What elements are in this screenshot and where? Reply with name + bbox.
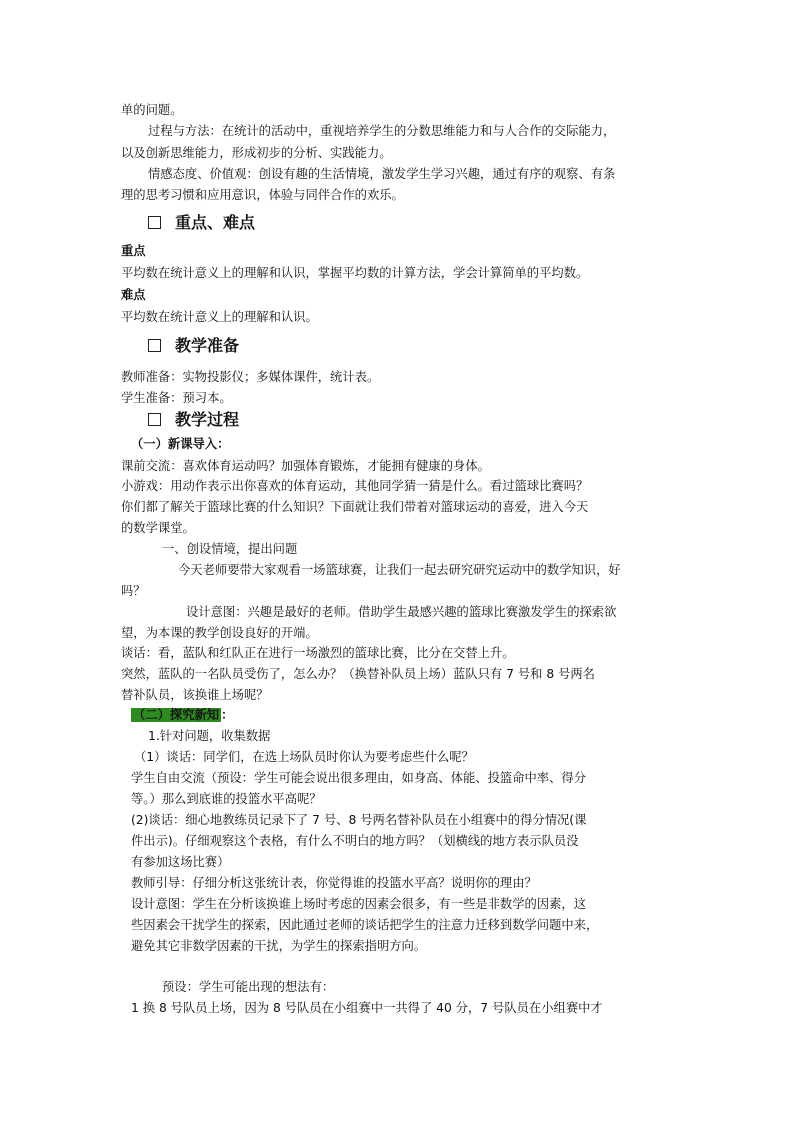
text-line: 情感态度、价值观：创设有趣的生活情境，激发学生学习兴趣，通过有序的观察、有条 — [148, 167, 616, 181]
text-line: 些因素会干扰学生的探索，因此通过老师的谈话把学生的注意力迁移到数学问题中来， — [131, 918, 599, 932]
text-line: 理的思考习惯和应用意识，体验与同伴合作的欢乐。 — [121, 188, 404, 202]
text-line: 预设：学生可能出现的想法有： — [162, 980, 335, 994]
section-heading: 教学准备 — [148, 335, 239, 357]
subheading: （二）探究新知 ： — [133, 708, 234, 722]
text-line: 1 换 8 号队员上场，因为 8 号队员在小组赛中一共得了 40 分，7 号队员在小组赛中才 — [131, 1001, 603, 1015]
section-heading: 重点、难点 — [148, 212, 255, 234]
text-line: 设计意图：学生在分析该换谁上场时考虑的因素会很多，有一些是非数学的因素，这 — [131, 897, 586, 911]
checkbox-square-icon — [148, 413, 161, 426]
section-heading: 教学过程 — [148, 409, 239, 431]
text-line: 一、创设情境，提出问题 — [162, 542, 298, 556]
text-line: 学生准备：预习本。 — [121, 391, 232, 405]
text-line: 以及创新思维能力，形成初步的分析、实践能力。 — [121, 146, 392, 160]
text-line: 平均数在统计意义上的理解和认识。 — [121, 310, 318, 324]
text-line: (2)谈话：细心地教练员记录下了 7 号、8 号两名替补队员在小组赛中的得分情况(课 — [131, 813, 587, 827]
subheading: 难点 — [121, 288, 146, 302]
text-line: 望，为本课的教学创设良好的开端。 — [121, 626, 318, 640]
checkbox-square-icon — [148, 339, 161, 352]
text-line: （1）谈话：同学们，在选上场队员时你认为要考虑些什么呢？ — [134, 750, 474, 764]
text-line: 的数学课堂。 — [121, 521, 195, 535]
text-line: 过程与方法：在统计的活动中，重视培养学生的分数思维能力和与人合作的交际能力， — [148, 124, 616, 138]
text-line: 今天老师要带大家观看一场篮球赛，让我们一起去研究研究运动中的数学知识，好 — [178, 563, 621, 577]
text-line: 谈话：看，蓝队和红队正在进行一场激烈的篮球比赛，比分在交替上升。 — [121, 646, 515, 660]
checkbox-square-icon — [148, 216, 161, 229]
text-line: 避免其它非数学因素的干扰，为学生的探索指明方向。 — [131, 939, 427, 953]
text-line: 平均数在统计意义上的理解和认识，掌握平均数的计算方法，学会计算简单的平均数。 — [121, 266, 589, 280]
text-line: 1.针对问题，收集数据 — [148, 729, 271, 743]
text-line: 学生自由交流（预设：学生可能会说出很多理由，如身高、体能、投篮命中率、得分 — [131, 771, 586, 785]
text-line: 等。）那么到底谁的投篮水平高呢？ — [131, 792, 322, 806]
text-line: 教师引导：仔细分析这张统计表，你觉得谁的投篮水平高？说明你的理由？ — [131, 876, 537, 890]
text-line: 单的问题。 — [121, 103, 183, 117]
text-line: 小游戏：用动作表示出你喜欢的体育运动，其他同学猜一猜是什么。看过篮球比赛吗？ — [121, 479, 589, 493]
subheading: （一）新课导入： — [131, 437, 230, 451]
text-line: 设计意图：兴趣是最好的老师。借助学生最感兴趣的篮球比赛激发学生的探索欲 — [186, 605, 617, 619]
text-line: 替补队员，该换谁上场呢？ — [121, 688, 269, 702]
subheading: 重点 — [121, 244, 146, 258]
text-line: 突然，蓝队的一名队员受伤了，怎么办？（换替补队员上场）蓝队只有 7 号和 8 号两名 — [121, 667, 595, 681]
text-line: 有参加这场比赛） — [131, 855, 230, 869]
text-line: 件出示)。仔细观察这个表格，有什么不明白的地方吗？（划横线的地方表示队员没 — [131, 834, 579, 848]
text-line: 教师准备：实物投影仪；多媒体课件，统计表。 — [121, 370, 380, 384]
text-line: 吗？ — [121, 584, 146, 598]
text-line: 课前交流：喜欢体育运动吗？加强体育锻炼，才能拥有健康的身体。 — [121, 459, 490, 473]
text-line: 你们都了解关于篮球比赛的什么知识？下面就让我们带着对篮球运动的喜爱，进入今天 — [121, 500, 589, 514]
highlighted-heading: （二）探究新知 — [133, 708, 220, 722]
